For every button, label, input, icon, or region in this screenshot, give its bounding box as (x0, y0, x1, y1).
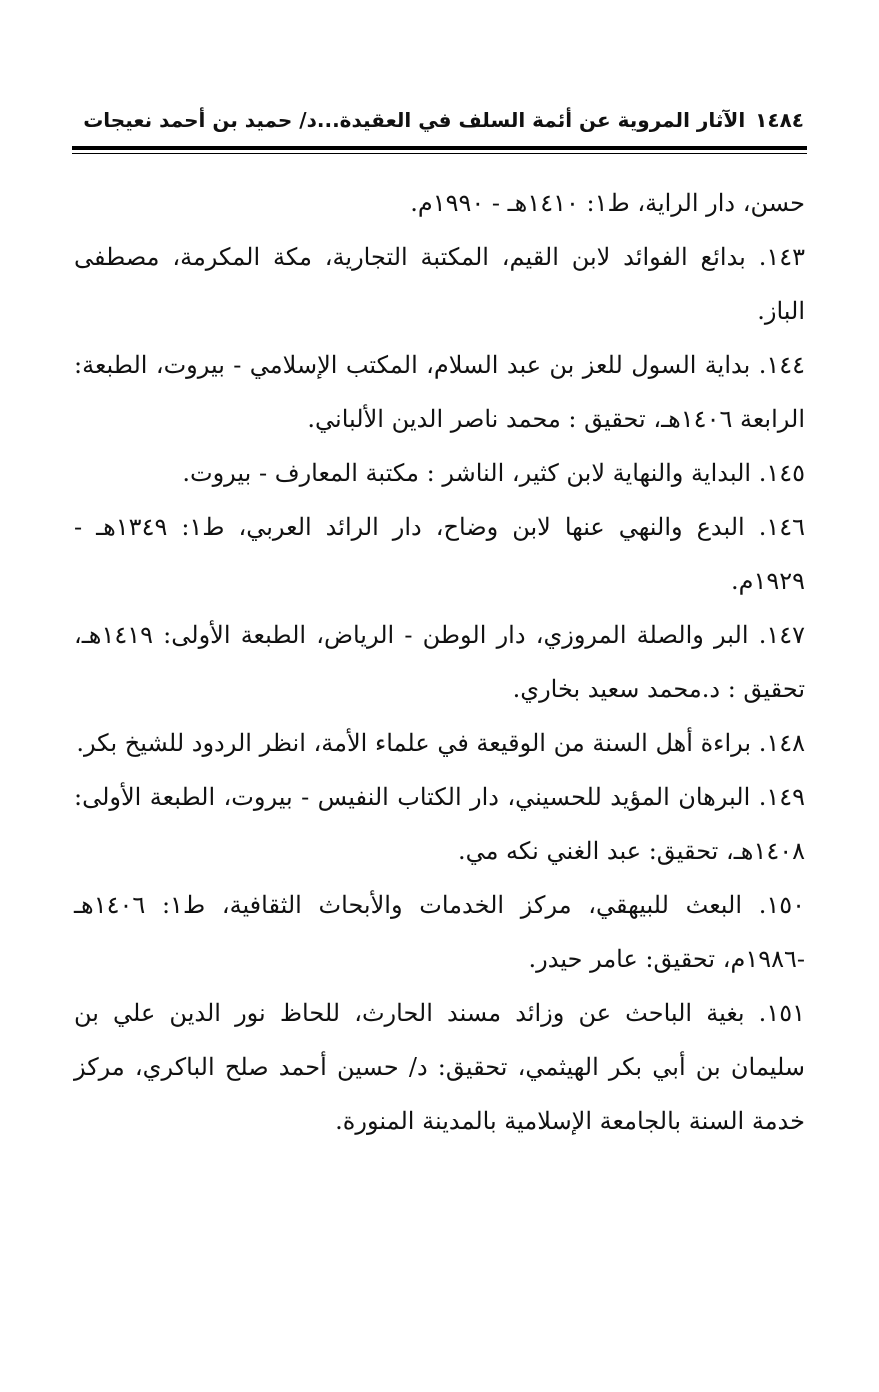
entry-text: بغية الباحث عن وزائد مسند الحارث، للحاظ نور الدين علي بن سليمان بن أبي بكر الهيثمي، تحقيق: د/ حسين أحمد صلح الباكري، مركز خدمة السنة بالجامعة الإسلامية بالمدينة المنورة. (74, 999, 805, 1135)
continuation-line: حسن، دار الراية، ط١: ١٤١٠هـ - ١٩٩٠م. (410, 189, 805, 217)
bib-entry-148: ١٤٨. براءة أهل السنة من الوقيعة في علماء الأمة، انظر الردود للشيخ بكر. (76, 729, 805, 757)
bib-entry-149: ١٤٩. البرهان المؤيد للحسيني، دار الكتاب النفيس - بيروت، الطبعة الأولى: ١٤٠٨هـ، تحقيق: عبد الغني نكه مي. (74, 783, 805, 865)
entry-text: البدع والنهي عنها لابن وضاح، دار الرائد العربي، ط١: ١٣٤٩هـ - ١٩٢٩م. (74, 513, 805, 595)
entry-number: ١٤٥ (766, 459, 805, 487)
entry-number: ١٤٨ (766, 729, 805, 757)
entry-text: بداية السول للعز بن عبد السلام، المكتب الإسلامي - بيروت، الطبعة: الرابعة ١٤٠٦هـ، تحقيق : محمد ناصر الدين الألباني. (74, 351, 805, 433)
entry-text: البرهان المؤيد للحسيني، دار الكتاب النفيس - بيروت، الطبعة الأولى: ١٤٠٨هـ، تحقيق: عبد الغني نكه مي. (74, 783, 805, 865)
entry-number: ١٤٤ (766, 351, 806, 379)
header-title: الآثار المروية عن أئمة السلف في العقيدة...د/ حميد بن أحمد نعيجات (83, 108, 746, 132)
bib-entry-145: ١٤٥. البداية والنهاية لابن كثير، الناشر : مكتبة المعارف - بيروت. (182, 459, 805, 487)
page-number: ١٤٨٤ (755, 108, 804, 132)
entry-number: ١٥١ (766, 999, 805, 1027)
entry-text: البداية والنهاية لابن كثير، الناشر : مكتبة المعارف - بيروت. (182, 459, 752, 487)
running-header (75, 108, 804, 132)
bib-entry-146: ١٤٦. البدع والنهي عنها لابن وضاح، دار الرائد العربي، ط١: ١٣٤٩هـ - ١٩٢٩م. (74, 513, 806, 595)
entry-number: ١٥٠ (766, 891, 806, 919)
bib-entry-151: ١٥١. بغية الباحث عن وزائد مسند الحارث، للحاظ نور الدين علي بن سليمان بن أبي بكر الهيثمي، تحقيق: د/ حسين أحمد صلح الباكري، مركز خدمة السنة بالجامعة الإسلامية بالمدينة المنورة. (74, 999, 805, 1135)
bib-entry-150: ١٥٠. البعث للبيهقي، مركز الخدمات والأبحاث الثقافية، ط١: ١٤٠٦هـ -١٩٨٦م، تحقيق: عامر حيدر. (74, 891, 806, 973)
entry-number: ١٤٦ (766, 513, 806, 541)
entry-number: ١٤٩ (766, 783, 805, 811)
bib-entry-147: ١٤٧. البر والصلة المروزي، دار الوطن - الرياض، الطبعة الأولى: ١٤١٩هـ، تحقيق : د.محمد سعيد بخاري. (74, 621, 805, 703)
bibliography-list (74, 176, 805, 1148)
entry-number: ١٤٧ (766, 621, 805, 649)
header-rule-thin (72, 153, 807, 154)
entry-text: بدائع الفوائد لابن القيم، المكتبة التجارية، مكة المكرمة، مصطفى الباز. (74, 243, 805, 325)
entry-text: البر والصلة المروزي، دار الوطن - الرياض، الطبعة الأولى: ١٤١٩هـ، تحقيق : د.محمد سعيد بخاري. (74, 621, 805, 703)
bib-entry-143: ١٤٣. بدائع الفوائد لابن القيم، المكتبة التجارية، مكة المكرمة، مصطفى الباز. (74, 243, 806, 325)
entry-text: البعث للبيهقي، مركز الخدمات والأبحاث الثقافية، ط١: ١٤٠٦هـ -١٩٨٦م، تحقيق: عامر حيدر. (74, 891, 805, 973)
entry-number: ١٤٣ (766, 243, 806, 271)
header-rule-thick (72, 146, 807, 150)
bib-entry-144: ١٤٤. بداية السول للعز بن عبد السلام، المكتب الإسلامي - بيروت، الطبعة: الرابعة ١٤٠٦هـ، تحقيق : محمد ناصر الدين الألباني. (74, 351, 806, 433)
entry-text: براءة أهل السنة من الوقيعة في علماء الأمة، انظر الردود للشيخ بكر. (76, 729, 752, 757)
